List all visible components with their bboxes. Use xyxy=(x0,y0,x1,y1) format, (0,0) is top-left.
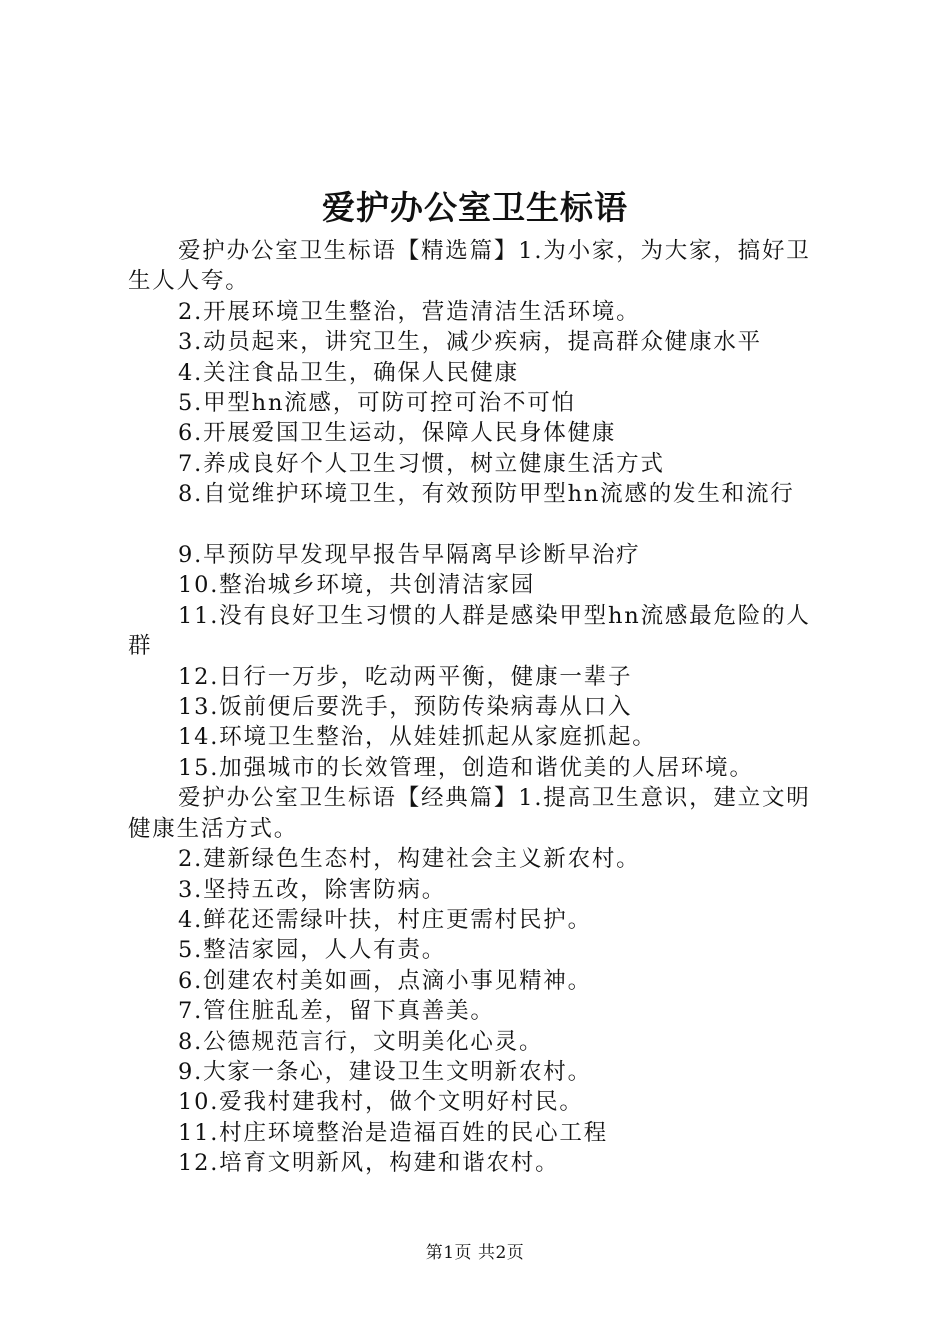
page-footer: 第1页 共2页 xyxy=(425,1243,525,1263)
paragraph: 5.整洁家园，人人有责。 xyxy=(178,937,447,964)
paragraph: 8.自觉维护环境卫生，有效预防甲型hn流感的发生和流行 xyxy=(178,481,795,508)
paragraph: 10.整治城乡环境，共创清洁家园 xyxy=(178,572,536,599)
paragraph: 11.村庄环境整治是造福百姓的民心工程 xyxy=(178,1119,608,1146)
paragraph: 13.饭前便后要洗手，预防传染病毒从口入 xyxy=(178,694,633,721)
paragraph: 7.管住脏乱差，留下真善美。 xyxy=(178,998,495,1025)
paragraph: 5.甲型hn流感，可防可控可治不可怕 xyxy=(178,390,576,417)
paragraph: 3.动员起来，讲究卫生，减少疾病，提高群众健康水平 xyxy=(178,329,762,356)
paragraph: 10.爱我村建我村，做个文明好村民。 xyxy=(178,1089,584,1116)
document-body xyxy=(128,236,834,1179)
paragraph: 爱护办公室卫生标语【精选篇】1.为小家，为大家，搞好卫生人人夸。 xyxy=(128,238,811,295)
paragraph: 8.公德规范言行，文明美化心灵。 xyxy=(178,1028,544,1055)
paragraph: 3.坚持五改，除害防病。 xyxy=(178,876,447,903)
paragraph: 4.鲜花还需绿叶扶，村庄更需村民护。 xyxy=(178,906,592,933)
paragraph: 9.早预防早发现早报告早隔离早诊断早治疗 xyxy=(178,542,641,569)
paragraph: 爱护办公室卫生标语【经典篇】1.提高卫生意识，建立文明健康生活方式。 xyxy=(128,785,811,842)
paragraph: 2.开展环境卫生整治，营造清洁生活环境。 xyxy=(178,298,641,325)
paragraph: 9.大家一条心，建设卫生文明新农村。 xyxy=(178,1058,592,1085)
document-title: 爱护办公室卫生标语 xyxy=(322,188,628,227)
paragraph: 6.开展爱国卫生运动，保障人民身体健康 xyxy=(178,420,617,447)
paragraph: 15.加强城市的长效管理，创造和谐优美的人居环境。 xyxy=(178,754,754,781)
paragraph: 12.培育文明新风，构建和谐农村。 xyxy=(178,1150,560,1177)
paragraph: 4.关注食品卫生，确保人民健康 xyxy=(178,359,519,386)
paragraph: 12.日行一万步，吃动两平衡，健康一辈子 xyxy=(178,663,633,690)
paragraph: 14.环境卫生整治，从娃娃抓起从家庭抓起。 xyxy=(178,724,657,751)
paragraph: 7.养成良好个人卫生习惯，树立健康生活方式 xyxy=(178,450,665,477)
paragraph: 6.创建农村美如画，点滴小事见精神。 xyxy=(178,967,592,994)
paragraph: 2.建新绿色生态村，构建社会主义新农村。 xyxy=(178,846,641,873)
paragraph: 11.没有良好卫生习惯的人群是感染甲型hn流感最危险的人群 xyxy=(128,602,811,660)
